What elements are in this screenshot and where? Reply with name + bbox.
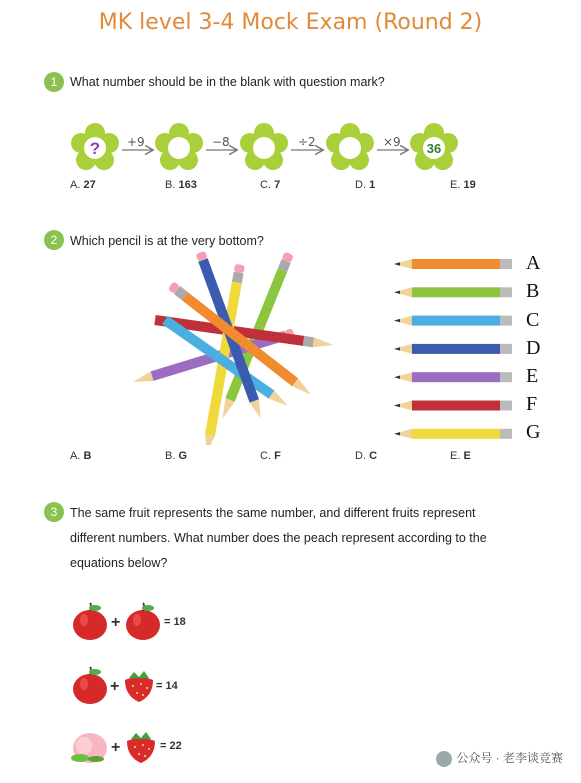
operation-label-2: −8 — [212, 135, 230, 149]
flower-value-1: ? — [89, 139, 101, 158]
plus-sign: + — [111, 739, 121, 756]
legend-pencil-g — [394, 429, 512, 439]
q1-option-b[interactable]: B. 163 — [165, 179, 197, 191]
question-2-text: Which pencil is at the very bottom? — [70, 234, 264, 248]
pencil-letter-e: E — [526, 365, 539, 387]
q2-option-a[interactable]: A. B — [70, 450, 92, 462]
strawberry-icon — [123, 729, 159, 765]
q2-option-d[interactable]: D. C — [355, 450, 378, 462]
flower-value-5: 36 — [426, 141, 442, 156]
legend-pencil-f — [394, 401, 512, 411]
q2-option-b[interactable]: B. G — [165, 450, 188, 462]
flower-icon — [326, 123, 374, 170]
strawberry-icon — [121, 668, 157, 704]
question-1-text: What number should be in the blank with question mark? — [70, 75, 385, 89]
operation-label-4: ×9 — [383, 135, 401, 149]
apple-icon — [123, 602, 163, 642]
question-number-3: 3 — [44, 502, 64, 522]
pencil-letter-g: G — [526, 421, 541, 443]
q1-option-e[interactable]: E. 19 — [450, 179, 476, 191]
pencil-letter-d: D — [526, 337, 541, 359]
flower-sequence — [66, 118, 466, 178]
pencil-legend — [394, 254, 518, 440]
plus-sign: + — [111, 614, 121, 631]
peach-icon — [70, 728, 110, 766]
question-number-1: 1 — [44, 72, 64, 92]
plus-sign: + — [110, 678, 120, 695]
question-number-2: 2 — [44, 230, 64, 250]
operation-label-3: ÷2 — [298, 135, 316, 149]
q1-option-c[interactable]: C. 7 — [260, 179, 281, 191]
equation-3-result: = 22 — [160, 740, 182, 752]
q2-option-e[interactable]: E. E — [450, 450, 471, 462]
flower-icon — [240, 123, 288, 170]
legend-pencil-d — [394, 344, 512, 354]
page-title: MK level 3-4 Mock Exam (Round 2) — [98, 10, 483, 35]
pencil-letter-a: A — [526, 252, 541, 274]
legend-pencil-a — [394, 259, 512, 269]
apple-icon — [70, 666, 110, 706]
q1-option-d[interactable]: D. 1 — [355, 179, 376, 191]
pencil-letter-f: F — [526, 393, 538, 415]
wechat-icon — [436, 751, 452, 767]
legend-pencil-b — [394, 287, 512, 297]
question-3-text-line-1: The same fruit represents the same number, and different fruits represent — [70, 506, 476, 520]
q1-option-a[interactable]: A. 27 — [70, 179, 96, 191]
watermark-label: 公众号 · 老李谈竞赛 — [436, 749, 563, 767]
legend-pencil-c — [394, 316, 512, 326]
tangled-pencils-illustration — [125, 250, 340, 445]
pencil-letter-c: C — [526, 309, 540, 331]
pencil-letter-b: B — [526, 280, 540, 302]
equation-1-result: = 18 — [164, 616, 186, 628]
apple-icon — [70, 602, 110, 642]
flower-icon — [155, 123, 203, 170]
legend-pencil-e — [394, 372, 512, 382]
question-3-text-line-3: equations below? — [70, 556, 168, 570]
equation-2-result: = 14 — [156, 680, 178, 692]
question-3-text-line-2: different numbers. What number does the peach represent according to the — [70, 531, 487, 545]
q2-option-c[interactable]: C. F — [260, 450, 281, 462]
operation-label-1: +9 — [127, 135, 145, 149]
